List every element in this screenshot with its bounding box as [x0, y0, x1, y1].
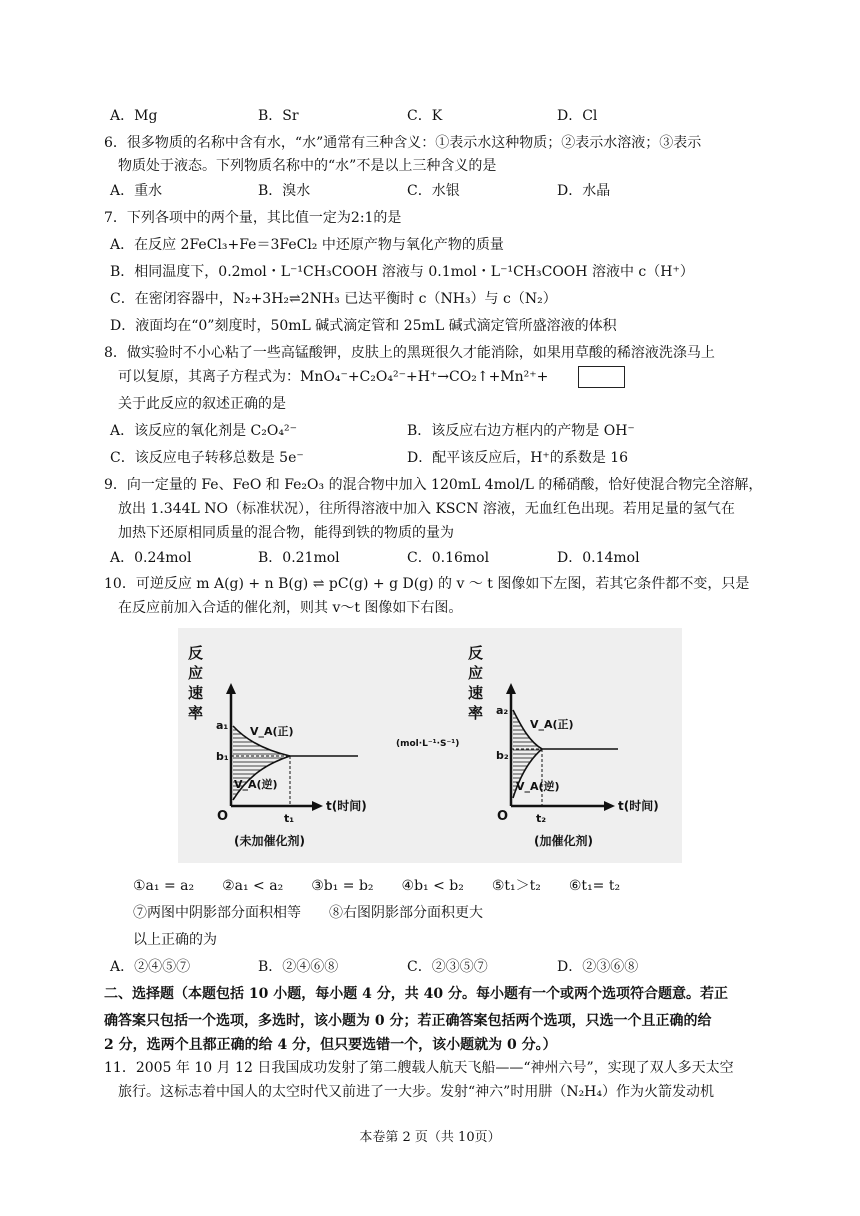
right-reverse-label: V_A(逆) — [516, 780, 560, 793]
q10-items-line1: ①a₁ = a₂ ②a₁ < a₂ ③b₁ = b₂ ④b₁ < b₂ ⑤t₁＞t₂ ⑥t₁= t₂ — [133, 878, 621, 894]
right-graph — [396, 644, 659, 848]
q7-option-d: D．液面均在“0”刻度时，50mL 碱式滴定管和 25mL 碱式滴定管所盛溶液的体积 — [110, 318, 617, 334]
left-ylabel-2: 应 — [188, 664, 204, 682]
section2-heading-line3: 2 分，选两个且都正确的给 4 分，但只要选错一个，该小题就为 0 分。） — [104, 1037, 557, 1053]
right-y-arrow — [506, 683, 516, 694]
q9-option-a: A．0.24mol — [110, 550, 192, 566]
left-ylabel-4: 率 — [188, 704, 204, 722]
left-a-label: a₁ — [216, 719, 229, 732]
q9-stem-line3: 加热下还原相同质量的混合物，能得到铁的物质的量为 — [118, 525, 454, 541]
left-origin-label: O — [217, 809, 229, 824]
right-forward-label: V_A(正) — [530, 718, 574, 731]
q9-stem-line1: 9．向一定量的 Fe、FeO 和 Fe₂O₃ 的混合物中加入 120mL 4mol/L 的稀硝酸，恰好使混合物完全溶解， — [104, 477, 763, 493]
q6-option-c: C．水银 — [407, 183, 460, 199]
q6-option-d: D．水晶 — [557, 183, 611, 199]
q5-option-d: D．Cl — [557, 108, 598, 124]
q11-stem-line1: 11．2005 年 10 月 12 日我国成功发射了第二艘载人航天飞船——“神州六号”，实现了双人多天太空 — [104, 1060, 734, 1076]
q7-stem: 7．下列各项中的两个量，其比值一定为2:1的是 — [104, 210, 402, 226]
section2-heading-line2: 确答案只包括一个选项，多选时，该小题为 0 分；若正确答案包括两个选项，只选一个且正确的给 — [104, 1013, 712, 1029]
q8-stem-line1: 8．做实验时不小心粘了一些高锰酸钾，皮肤上的黑斑很久才能消除，如果用草酸的稀溶液洗涤马上 — [104, 345, 715, 361]
q7-option-a: A．在反应 2FeCl₃+Fe＝3FeCl₂ 中还原产物与氧化产物的质量 — [110, 237, 504, 253]
q9-option-d: D．0.14mol — [557, 550, 640, 566]
left-y-arrow — [226, 683, 236, 694]
right-b-label: b₂ — [496, 749, 509, 762]
left-x-arrow — [312, 801, 323, 811]
left-caption: (未加催化剂) — [234, 834, 305, 848]
q5-option-b: B．Sr — [258, 108, 299, 124]
q7-option-b: B．相同温度下，0.2mol・L⁻¹CH₃COOH 溶液与 0.1mol・L⁻¹CH₃COOH 溶液中 c（H⁺） — [110, 264, 694, 280]
q8-stem-line2: 可以复原，其离子方程式为：MnO₄⁻+C₂O₄²⁻+H⁺→CO₂↑+Mn²⁺+ — [118, 369, 549, 385]
q8-option-a: A．该反应的氧化剂是 C₂O₄²⁻ — [110, 423, 297, 439]
q6-option-b: B．溴水 — [258, 183, 311, 199]
q7-option-c: C．在密闭容器中，N₂+3H₂⇌2NH₃ 已达平衡时 c（NH₃）与 c（N₂） — [110, 291, 557, 307]
right-ylabel-4: 率 — [468, 704, 484, 722]
q8-option-d: D．配平该反应后，H⁺的系数是 16 — [407, 450, 629, 466]
q6-option-a: A．重水 — [110, 183, 163, 199]
q10-stem-line2: 在反应前加入合适的催化剂，则其 v～t 图像如下右图。 — [118, 600, 463, 616]
q5-option-a: A．Mg — [110, 108, 158, 124]
right-ylabel-3: 速 — [468, 684, 484, 702]
left-reverse-label: V_A(逆) — [234, 778, 278, 791]
vt-graph-figure — [178, 628, 682, 863]
q5-option-c: C．K — [407, 108, 443, 124]
q9-stem-line2: 放出 1.344L NO（标准状况），往所得溶液中加入 KSCN 溶液，无血红色出现。若用足量的氢气在 — [118, 501, 735, 517]
right-t-label: t₂ — [536, 812, 547, 825]
right-ylabel-2: 应 — [468, 664, 484, 682]
q10-stem-line1: 10．可逆反应 m A(g) + n B(g) ⇌ pC(g) + g D(g) 的 v ～ t 图像如下左图，若其它条件都不变，只是 — [104, 576, 750, 592]
q9-option-c: C．0.16mol — [407, 550, 490, 566]
left-graph — [188, 644, 367, 848]
answer-blank-box — [578, 366, 625, 388]
q10-option-a: A．②④⑤⑦ — [110, 959, 191, 975]
vt-graph-svg — [178, 628, 682, 863]
right-a-label: a₂ — [496, 704, 509, 717]
right-caption: (加催化剂) — [534, 834, 593, 848]
q11-stem-line2: 旅行。这标志着中国人的太空时代又前进了一大步。发射“神六”时用肼（N₂H₄）作为火箭发动机 — [118, 1084, 714, 1100]
q10-option-d: D．②③⑥⑧ — [557, 959, 639, 975]
q8-option-b: B．该反应右边方框内的产物是 OH⁻ — [407, 423, 635, 439]
right-unit-label: (mol·L⁻¹·S⁻¹) — [396, 739, 460, 749]
page-footer: 本卷第 2 页（共 10页） — [359, 1130, 501, 1145]
left-x-label: t(时间) — [326, 799, 367, 813]
right-origin-label: O — [497, 809, 509, 824]
q10-option-c: C．②③⑤⑦ — [407, 959, 488, 975]
left-t-label: t₁ — [284, 812, 295, 825]
q8-stem-line3: 关于此反应的叙述正确的是 — [118, 396, 286, 412]
left-forward-label: V_A(正) — [250, 725, 294, 738]
left-b-label: b₁ — [216, 750, 229, 763]
left-ylabel-1: 反 — [188, 644, 204, 662]
q10-option-b: B．②④⑥⑧ — [258, 959, 339, 975]
right-ylabel-1: 反 — [468, 644, 484, 662]
q9-option-b: B．0.21mol — [258, 550, 340, 566]
right-x-arrow — [604, 801, 615, 811]
right-x-label: t(时间) — [618, 799, 659, 813]
q10-items-line2: ⑦两图中阴影部分面积相等 ⑧右图阴影部分面积更大 — [133, 905, 483, 921]
q10-conclusion: 以上正确的为 — [133, 932, 217, 948]
q8-option-c: C．该反应电子转移总数是 5e⁻ — [110, 450, 304, 466]
section2-heading-line1: 二、选择题（本题包括 10 小题，每小题 4 分，共 40 分。每小题有一个或两个选项符合题意。若正 — [104, 986, 728, 1002]
q6-stem-line2: 物质处于液态。下列物质名称中的“水”不是以上三种含义的是 — [118, 158, 497, 174]
left-ylabel-3: 速 — [188, 684, 204, 702]
q6-stem-line1: 6．很多物质的名称中含有水，“水”通常有三种含义：①表示水这种物质；②表示水溶液；③表示 — [104, 135, 702, 151]
